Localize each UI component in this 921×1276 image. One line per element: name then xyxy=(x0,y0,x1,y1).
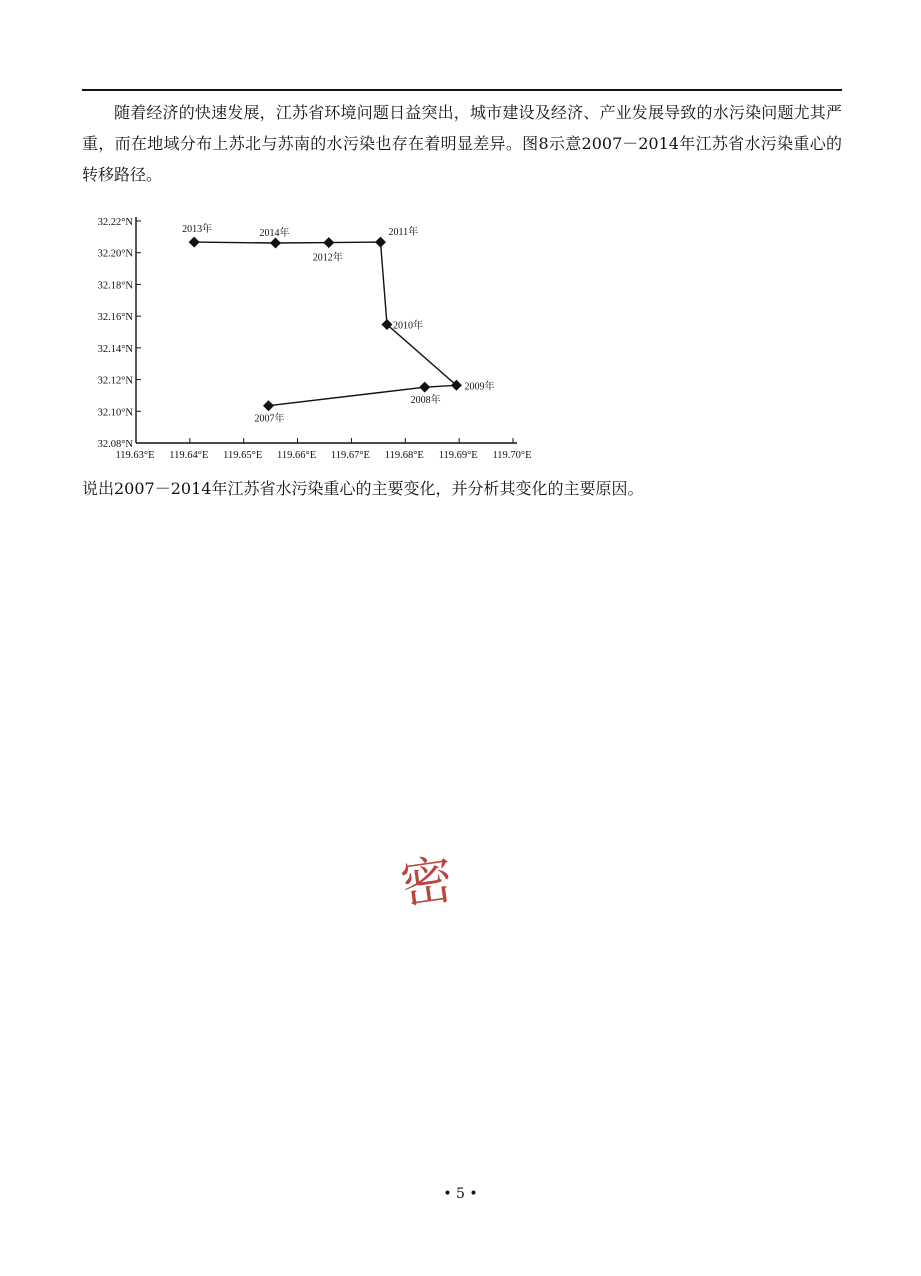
y-tick-label: 32.16°N xyxy=(97,312,133,324)
x-tick-label: 119.69°E xyxy=(438,450,478,461)
y-tick-label: 32.12°N xyxy=(97,375,133,387)
data-point-marker xyxy=(263,400,274,411)
y-tick-label: 32.18°N xyxy=(97,280,133,292)
x-tick-label: 119.70°E xyxy=(492,450,532,461)
intro-paragraph: 随着经济的快速发展，江苏省环境问题日益突出，城市建设及经济、产业发展导致的水污染问题尤其严重，而在地域分布上苏北与苏南的水污染也存在着明显差异。图8示意2007－2014年江苏省水污染重心的转移路径。 xyxy=(82,103,842,184)
data-point-label: 2013年 xyxy=(182,224,213,236)
data-point-marker xyxy=(323,237,334,248)
data-point-label: 2008年 xyxy=(410,395,441,407)
x-tick-label: 119.68°E xyxy=(384,450,424,461)
page-number: • 5 • xyxy=(443,1186,478,1202)
y-tick-label: 32.20°N xyxy=(97,248,133,260)
question-text: 说出2007－2014年江苏省水污染重心的主要变化，并分析其变化的主要原因。 xyxy=(82,479,644,498)
x-tick-label: 119.65°E xyxy=(223,450,263,461)
data-point-marker xyxy=(270,238,281,249)
data-point-label: 2012年 xyxy=(312,252,343,264)
x-tick-label: 119.67°E xyxy=(330,450,370,461)
data-point-label: 2011年 xyxy=(388,227,419,239)
y-tick-label: 32.14°N xyxy=(97,343,133,355)
chart-axes xyxy=(136,217,517,443)
x-tick-label: 119.66°E xyxy=(277,450,317,461)
data-point-marker xyxy=(375,237,386,248)
x-tick-label: 119.64°E xyxy=(169,450,209,461)
data-point-label: 2007年 xyxy=(254,413,285,425)
data-point-marker xyxy=(419,382,430,393)
x-tick-label: 119.63°E xyxy=(115,450,155,461)
data-point-label: 2014年 xyxy=(259,228,290,240)
y-tick-label: 32.22°N xyxy=(97,217,133,228)
pollution-centroid-chart xyxy=(0,0,921,470)
y-tick-label: 32.10°N xyxy=(97,407,133,419)
data-point-label: 2009年 xyxy=(464,381,495,393)
data-point-marker xyxy=(189,237,200,248)
data-point-label: 2010年 xyxy=(392,320,423,332)
y-tick-label: 32.08°N xyxy=(97,439,133,450)
secret-stamp: 密 xyxy=(397,849,457,917)
chart-series xyxy=(182,222,494,425)
